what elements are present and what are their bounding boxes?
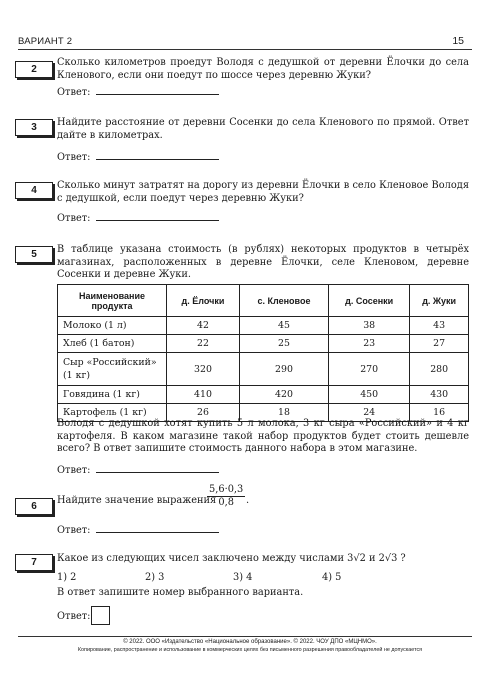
table-cell: Картофель (1 кг) — [58, 404, 167, 422]
answer-blank[interactable] — [96, 211, 219, 221]
fraction-numerator: 5,6·0,3 — [209, 484, 244, 495]
table-header-cell: с. Кленовое — [239, 285, 328, 317]
footer-divider — [18, 636, 472, 637]
task-4-answer — [57, 211, 219, 224]
table-cell: 23 — [329, 335, 410, 353]
table-cell: Говядина (1 кг) — [58, 386, 167, 404]
answer-blank[interactable] — [96, 85, 219, 95]
task-2-number: 2 — [15, 61, 53, 78]
task-2-text: Сколько километров проедут Володя с дедушкой от деревни Ёлочки до села Кленового, если они поедут по шоссе через деревню Жуки? — [57, 57, 469, 81]
table-header-cell: Наименование продукта — [58, 285, 167, 317]
answer-label: Ответ: — [57, 213, 91, 224]
table-cell: 18 — [239, 404, 328, 422]
answer-blank[interactable] — [96, 150, 219, 160]
task-7-answer-box[interactable] — [91, 606, 110, 625]
task-5-text: В таблице указана стоимость (в рублях) некоторых продуктов в четырёх магазинах, расположенных в деревне Ёлочки, селе Кленовом, деревне Сосенки и деревне Жуки. — [57, 244, 469, 280]
fraction-denominator: 0,8 — [218, 497, 234, 508]
table-cell: Хлеб (1 батон) — [58, 335, 167, 353]
task-7-text: Какое из следующих чисел заключено между числами 3√2 и 2√3 ? — [57, 553, 406, 564]
header-divider — [18, 49, 472, 50]
table-cell: 45 — [239, 317, 328, 335]
option-2: 2) 3 — [145, 572, 165, 583]
task-3-number: 3 — [15, 119, 53, 136]
answer-label: Ответ: — [57, 525, 91, 536]
table-cell: 42 — [167, 317, 240, 335]
task-7-answer-label: Ответ: — [57, 611, 91, 622]
table-cell: 25 — [239, 335, 328, 353]
table-cell: 270 — [329, 353, 410, 386]
table-header-cell: д. Жуки — [410, 285, 469, 317]
table-header-cell: д. Сосенки — [329, 285, 410, 317]
answer-blank[interactable] — [96, 463, 219, 473]
table-cell: 290 — [239, 353, 328, 386]
task-5-answer — [57, 463, 219, 476]
task-6-answer — [57, 523, 219, 536]
table-cell: Сыр «Российский» (1 кг) — [58, 353, 167, 386]
table-row — [58, 353, 469, 386]
table-cell: 450 — [329, 386, 410, 404]
table-cell: Молоко (1 л) — [58, 317, 167, 335]
task-6-fraction — [207, 484, 245, 508]
table-cell: 420 — [239, 386, 328, 404]
table-row — [58, 317, 469, 335]
task-3-answer — [57, 150, 219, 163]
option-4: 4) 5 — [322, 572, 342, 583]
option-3: 3) 4 — [233, 572, 253, 583]
footer-copyright: © 2022. ООО «Издательство «Национальное образование». © 2022. ЧОУ ДПО «МЦНМО». — [123, 639, 377, 645]
option-1: 1) 2 — [57, 572, 77, 583]
table-cell: 410 — [167, 386, 240, 404]
task-4-number: 4 — [15, 182, 53, 199]
task-6-number: 6 — [15, 498, 53, 515]
task-5-question: Володя с дедушкой хотят купить 5 л молока, 3 кг сыра «Российский» и 4 кг картофеля. В каком магазине такой набор продуктов будет стоить дешевле всего? В ответ запишите стоимость данного набора в этом магазине. — [57, 418, 469, 454]
table-row — [58, 335, 469, 353]
table-header-cell: д. Ёлочки — [167, 285, 240, 317]
table-cell: 38 — [329, 317, 410, 335]
table-cell: 26 — [167, 404, 240, 422]
task-3-text: Найдите расстояние от деревни Сосенки до села Кленового по прямой. Ответ дайте в километрах. — [57, 117, 469, 141]
table-row — [58, 386, 469, 404]
task-6-text: Найдите значение выражения — [57, 495, 217, 506]
task-2-answer — [57, 85, 219, 98]
task-4-text: Сколько минут затратят на дорогу из деревни Ёлочки в село Кленовое Володя с дедушкой, если поедут через деревню Жуки? — [57, 180, 469, 204]
table-cell: 27 — [410, 335, 469, 353]
variant-label: ВАРИАНТ 2 — [18, 36, 73, 47]
answer-label: Ответ: — [57, 465, 91, 476]
table-cell: 22 — [167, 335, 240, 353]
table-header-row — [58, 285, 469, 317]
task-7-instruction: В ответ запишите номер выбранного варианта. — [57, 587, 304, 598]
task-6-period: . — [246, 495, 250, 506]
answer-blank[interactable] — [96, 523, 219, 533]
table-cell: 43 — [410, 317, 469, 335]
page-number: 15 — [452, 35, 464, 47]
table-cell: 320 — [167, 353, 240, 386]
answer-label: Ответ: — [57, 152, 91, 163]
footer-notice: Копирование, распространение и использование в коммерческих целях без письменного разрешения правообладателей не допускается — [77, 647, 423, 653]
table-cell: 16 — [410, 404, 469, 422]
task-5-number: 5 — [15, 246, 53, 263]
task-7-number: 7 — [15, 554, 53, 571]
table-cell: 430 — [410, 386, 469, 404]
table-cell: 24 — [329, 404, 410, 422]
answer-label: Ответ: — [57, 87, 91, 98]
table-cell: 280 — [410, 353, 469, 386]
price-table — [57, 284, 469, 422]
